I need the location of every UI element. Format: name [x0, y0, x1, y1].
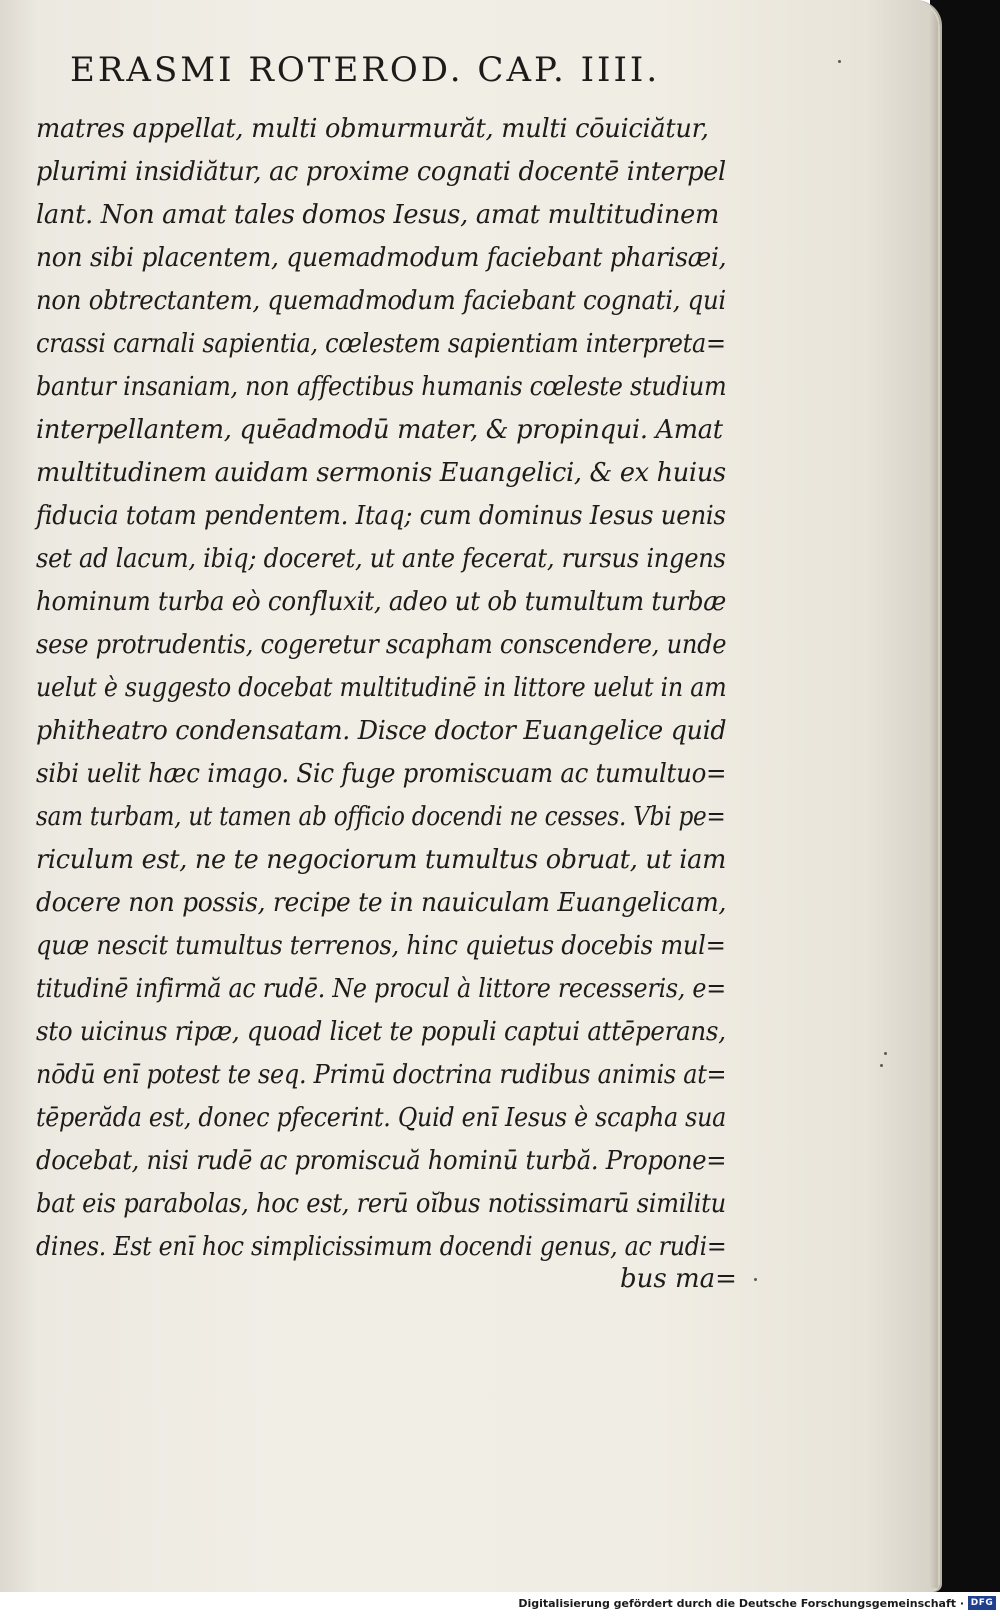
- text-line: sto uicinus ripæ, quoad licet te populi captui attēperans,: [36, 1017, 726, 1047]
- body-text: [36, 108, 736, 1269]
- text-line: quæ nescit tumultus terrenos, hinc quietus docebis mul=: [36, 931, 726, 961]
- text-line: sibi uelit hæc imago. Sic fuge promiscuam ac tumultuo=: [36, 759, 727, 789]
- paper-speck: [754, 1278, 757, 1281]
- text-line: multitudinem auidam sermonis Euangelici, & ex huius: [36, 458, 726, 488]
- text-line: lant. Non amat tales domos Iesus, amat multitudinem: [36, 200, 720, 230]
- text-line: interpellantem, quēadmodū mater, & propinqui. Amat: [36, 415, 723, 445]
- text-line: docebat, nisi rudē ac promiscuă hominū turbă. Propone=: [36, 1146, 727, 1176]
- text-line: phitheatro condensatam. Disce doctor Euangelice quid: [36, 716, 727, 746]
- footer-credit: Digitalisierung gefördert durch die Deutsche Forschungsgemeinschaft ·: [518, 1597, 964, 1610]
- paper-speck: [884, 1052, 887, 1055]
- text-line: sese protrudentis, cogeretur scapham conscendere, unde: [36, 630, 727, 660]
- text-line: plurimi insidiătur, ac proxime cognati docentē interpel: [36, 157, 726, 187]
- text-line: hominum turba eò confluxit, adeo ut ob tumultum turbæ: [36, 587, 727, 617]
- text-line: non sibi placentem, quemadmodum faciebant pharisæi,: [36, 243, 727, 273]
- text-line: bat eis parabolas, hoc est, rerū oĭbus notissimarū similitu: [36, 1189, 726, 1219]
- dfg-logo: DFG: [968, 1596, 996, 1610]
- text-line: bantur insaniam, non affectibus humanis cœleste studium: [36, 372, 727, 402]
- text-line: nōdū enī potest te seq. Primū doctrina rudibus animis at=: [36, 1060, 727, 1090]
- text-line: tēperăda est, donec pfecerint. Quid enī Iesus è scapha sua: [36, 1103, 726, 1133]
- text-line: matres appellat, multi obmurmurăt, multi cōuiciătur,: [36, 114, 709, 144]
- text-line: riculum est, ne te negociorum tumultus obruat, ut iam: [36, 845, 726, 875]
- scan-background: [930, 0, 1000, 1592]
- text-line: sam turbam, ut tamen ab officio docendi ne cesses. Vbi pe=: [36, 802, 726, 832]
- digitization-footer: [0, 1592, 1000, 1616]
- text-line: dines. Est enī hoc simplicissimum docendi genus, ac rudi=: [36, 1232, 727, 1262]
- text-line: non obtrectantem, quemadmodum faciebant cognati, qui: [36, 286, 726, 316]
- paper-speck: [838, 60, 841, 63]
- text-line: docere non possis, recipe te in nauiculam Euangelicam,: [36, 888, 727, 918]
- text-line: fiducia totam pendentem. Itaq; cum dominus Iesus uenis: [36, 501, 726, 531]
- paper-speck: [880, 1064, 883, 1067]
- catchword: bus ma=: [620, 1264, 737, 1294]
- text-line: titudinē infirmă ac rudē. Ne procul à littore recesseris, e=: [36, 974, 726, 1004]
- page-edge-shadow: [916, 4, 938, 1588]
- running-header: ERASMI ROTEROD. CAP. IIII.: [70, 50, 661, 90]
- text-line: set ad lacum, ibiq; doceret, ut ante fecerat, rursus ingens: [36, 544, 726, 574]
- text-line: uelut è suggesto docebat multitudinē in littore uelut in am: [36, 673, 727, 703]
- text-line: crassi carnali sapientia, cœlestem sapientiam interpreta=: [36, 329, 726, 359]
